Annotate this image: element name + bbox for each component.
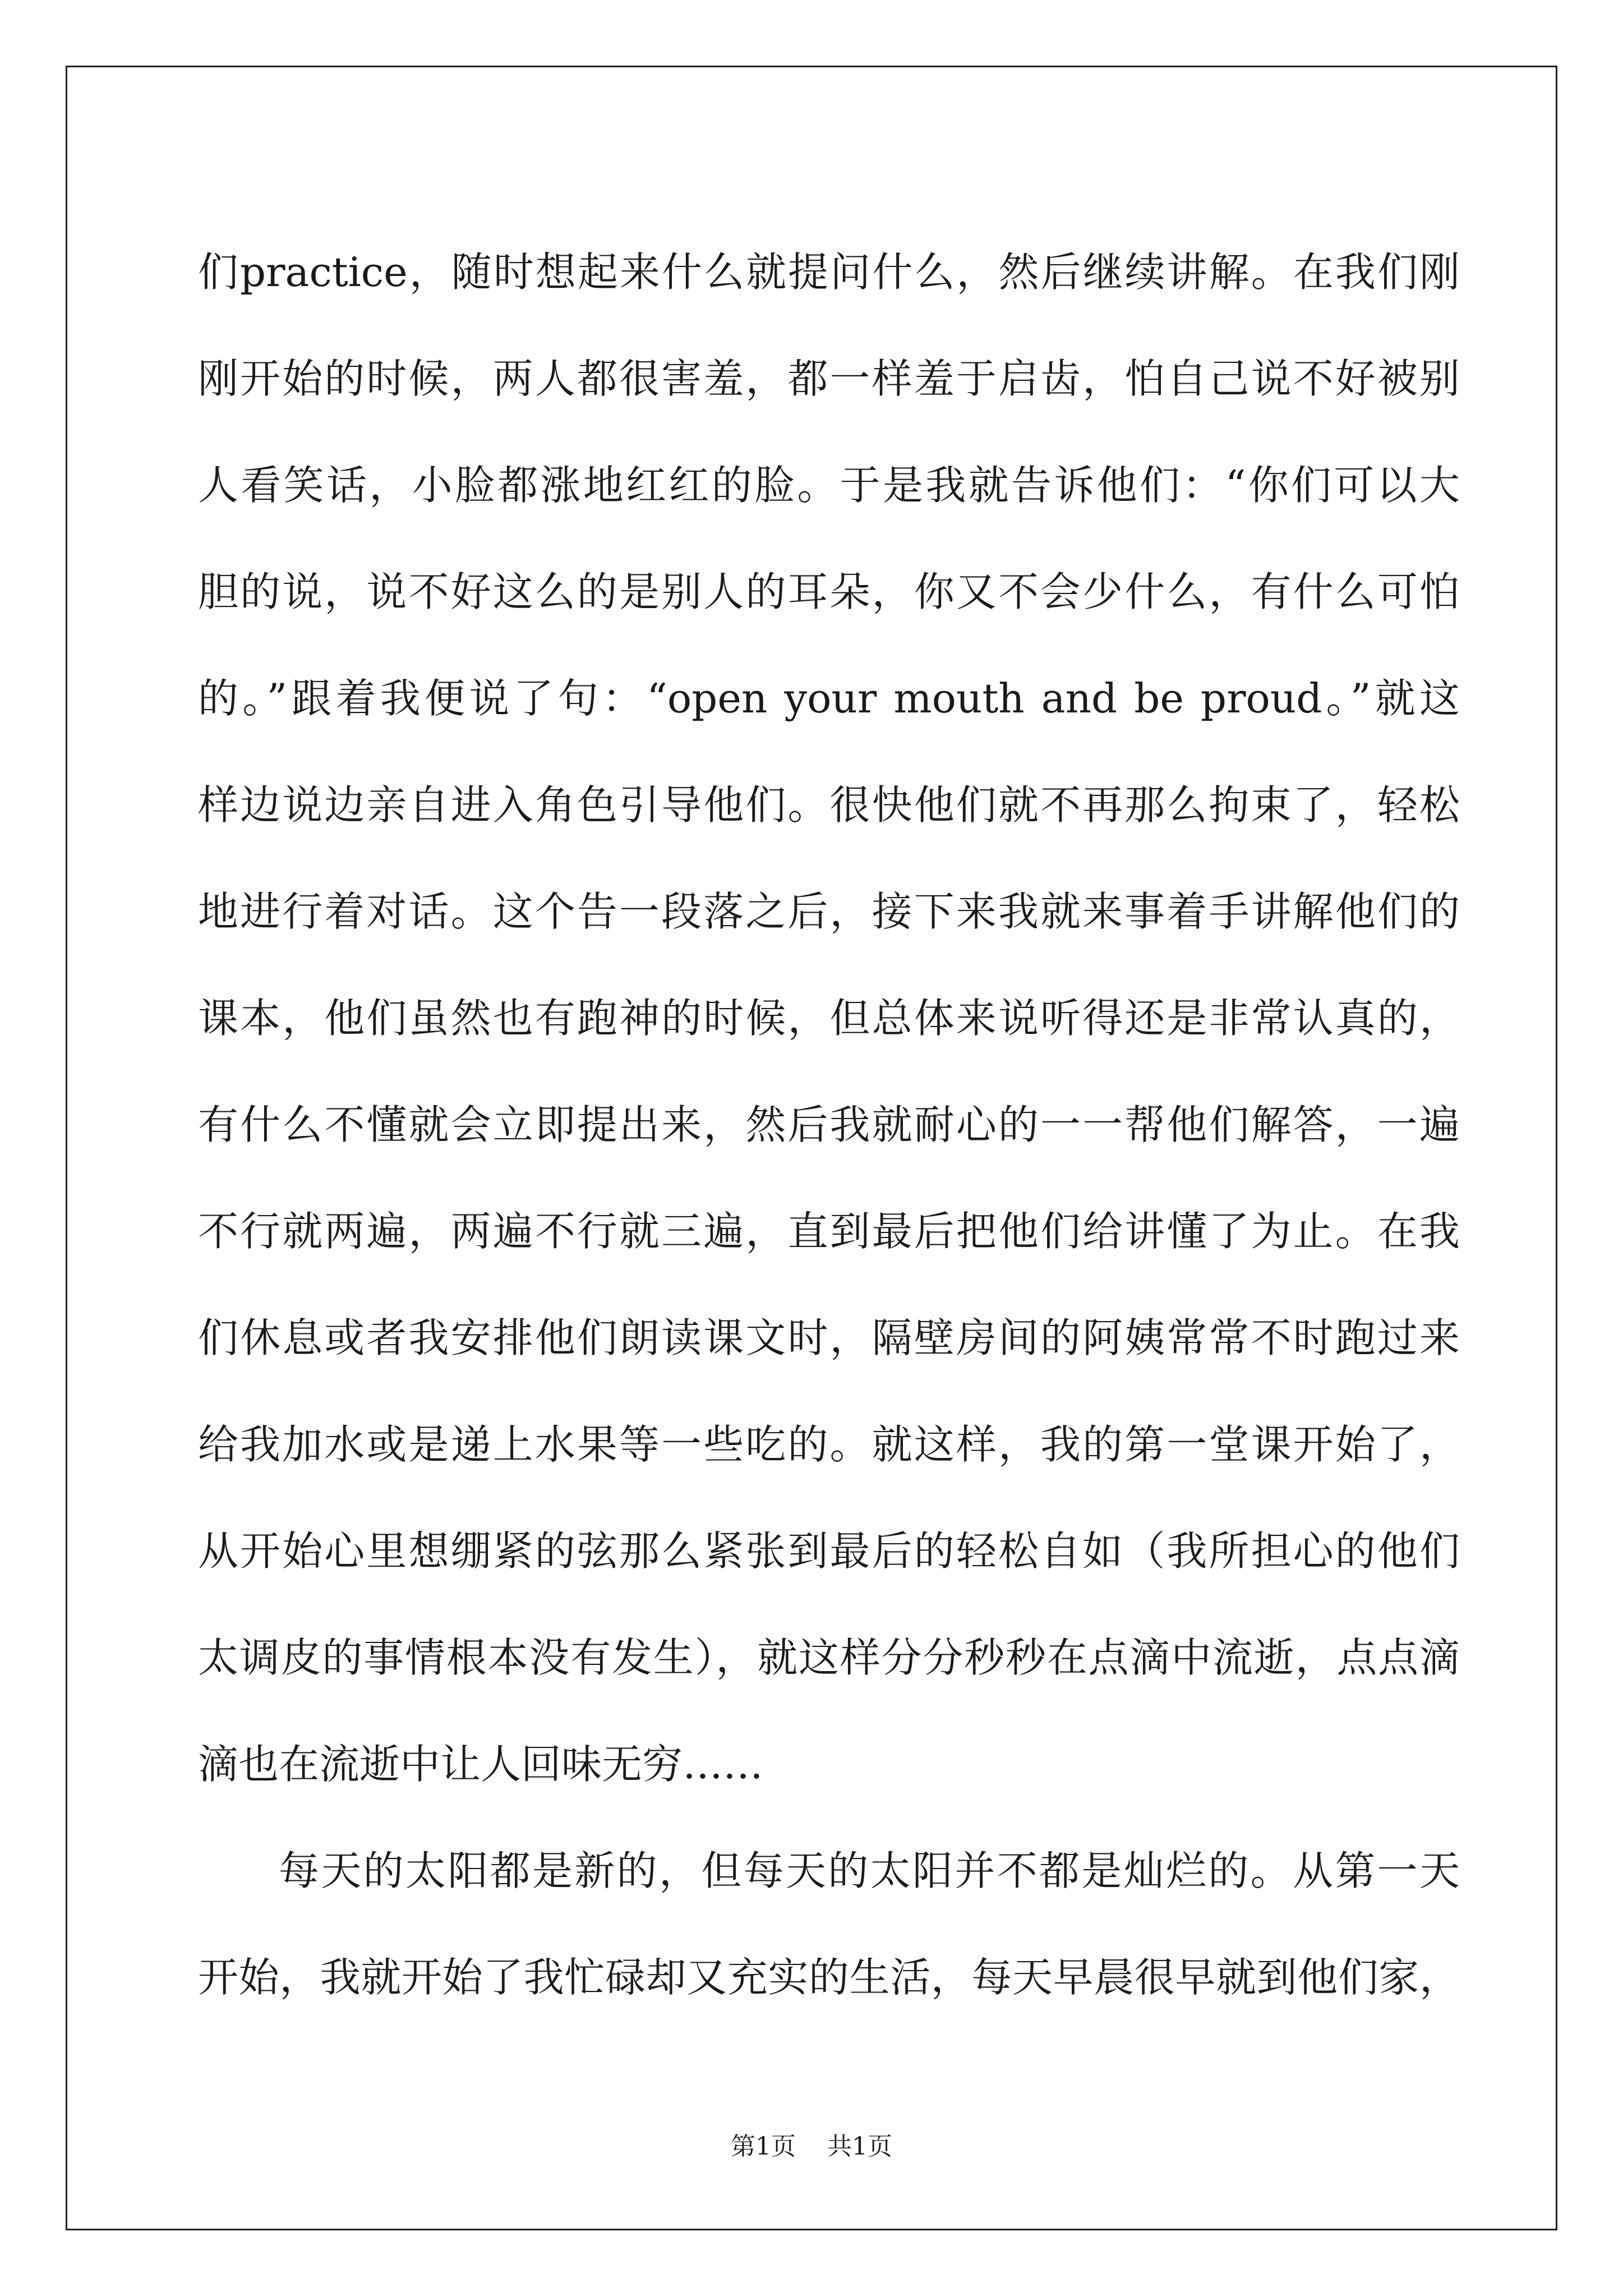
text-line: 人看笑话，小脸都涨地红红的脸。于是我就告诉他们：“你们可以大 bbox=[198, 462, 1460, 509]
text-line: 课本，他们虽然也有跑神的时候，但总体来说听得还是非常认真的， bbox=[198, 995, 1460, 1042]
page-number-footer: 第1页 共1页 bbox=[731, 2132, 892, 2161]
text-line: 们休息或者我安排他们朗读课文时，隔壁房间的阿姨常常不时跑过来 bbox=[198, 1314, 1460, 1361]
text-line: 样边说边亲自进入角色引导他们。很快他们就不再那么拘束了，轻松 bbox=[198, 781, 1460, 829]
text-line: 不行就两遍，两遍不行就三遍，直到最后把他们给讲懂了为止。在我 bbox=[198, 1208, 1460, 1255]
text-line: 胆的说，说不好这么的是别人的耳朵，你又不会少什么，有什么可怕 bbox=[198, 568, 1460, 615]
paragraph-first-line: 每天的太阳都是新的，但每天的太阳并不都是灿烂的。从第一天 bbox=[279, 1847, 1460, 1894]
text-line: 开始，我就开始了我忙碌却又充实的生活，每天早晨很早就到他们家， bbox=[198, 1954, 1460, 2001]
text-line: 有什么不懂就会立即提出来，然后我就耐心的一一帮他们解答，一遍 bbox=[198, 1101, 1460, 1148]
text-line: 滴也在流逝中让人回味无穷…… bbox=[198, 1741, 764, 1788]
text-line: 从开始心里想绷紧的弦那么紧张到最后的轻松自如（我所担心的他们 bbox=[198, 1527, 1460, 1575]
text-line: 的。”跟着我便说了句：“open your mouth and be proud。”就这 bbox=[198, 675, 1460, 722]
text-line: 地进行着对话。这个告一段落之后，接下来我就来事着手讲解他们的 bbox=[198, 888, 1460, 935]
text-line: 太调皮的事情根本没有发生），就这样分分秒秒在点滴中流逝，点点滴 bbox=[198, 1634, 1460, 1681]
text-line: 给我加水或是递上水果等一些吃的。就这样，我的第一堂课开始了， bbox=[198, 1421, 1460, 1468]
text-line: 们practice，随时想起来什么就提问什么，然后继续讲解。在我们刚 bbox=[198, 249, 1460, 296]
document-body bbox=[198, 219, 1460, 2031]
text-line: 刚开始的时候，两人都很害羞，都一样羞于启齿，怕自己说不好被别 bbox=[198, 355, 1460, 402]
